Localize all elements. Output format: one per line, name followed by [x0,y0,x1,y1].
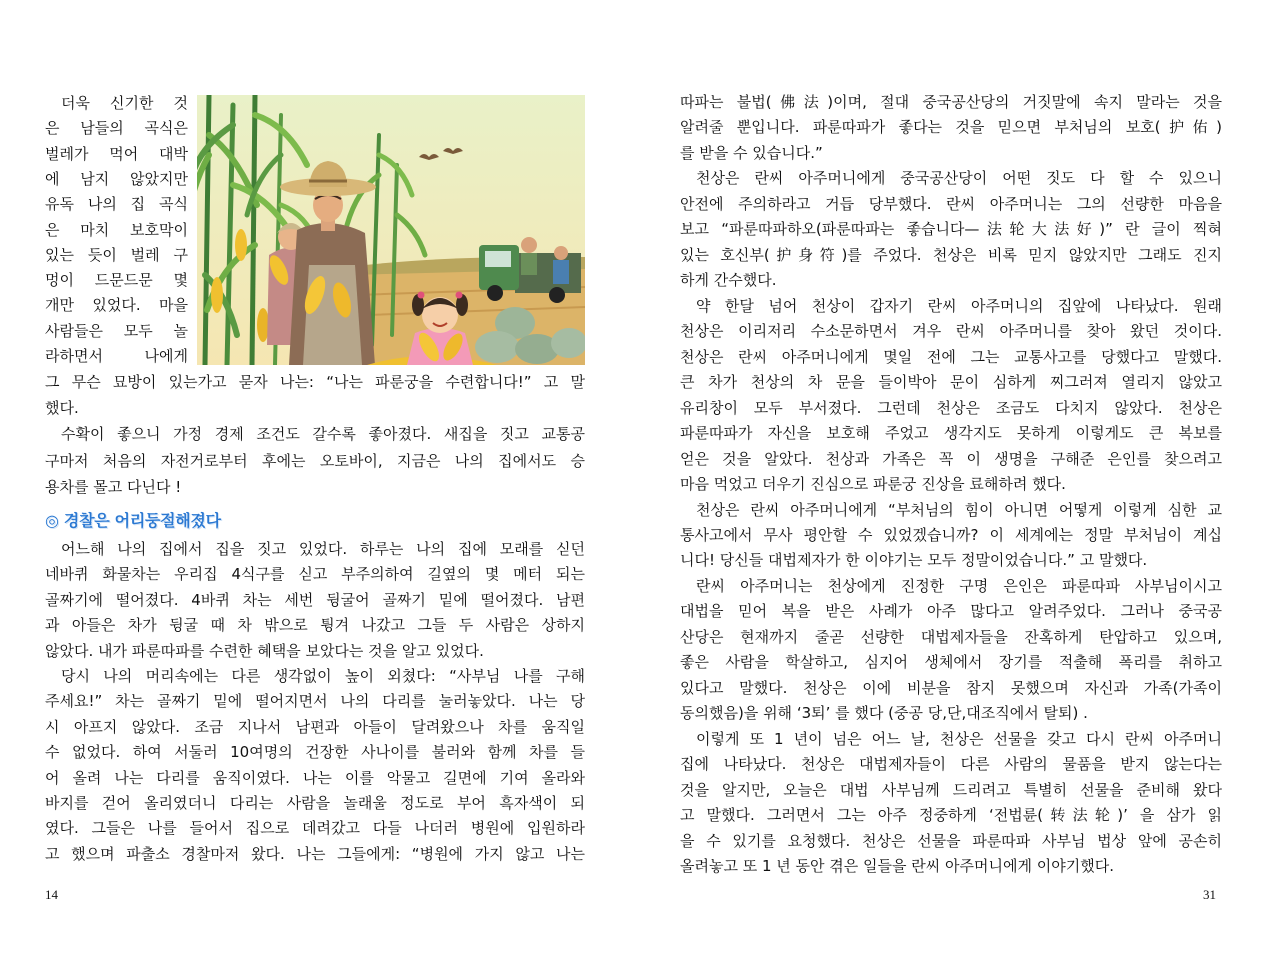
text-line: 유리창이 모두 부서졌다. 그런데 천상은 조금도 다치지 않았다. 천상은 [680,398,1222,417]
text-line: 멍이 드문드문 몇 [45,271,188,290]
text-line: 것을 알지만, 오늘은 대법 사부님께 드리려고 특별히 선물을 준비해 왔다 [680,780,1222,799]
text-line: 란씨 아주머니는 천상에게 진정한 구명 은인은 파룬따파 사부님이시고 [696,576,1222,595]
man-on-truck [521,237,537,275]
text-line: 보고 “파룬따파하오(파룬따파는 좋습니다—法轮大法好)” 란 글이 찍혀 [680,220,1222,239]
text-line: 더욱 신기한 것 [61,94,188,112]
text-line: 천상은 란씨 아주머니에게 중국공산당이 어떤 짓도 다 할 수 있으니 [696,169,1222,188]
text-line: 천상은 이리저리 수소문하면서 겨우 란씨 아주머니를 찾아 왔던 것이다. [680,322,1222,341]
text-line: 에 남지 않았지만 [45,169,188,188]
text-line: 천상은 란씨 아주머니에게 몇일 전에 그는 교통사고를 당했다고 말했다. [680,347,1222,366]
text-line: 니다! 당신들 대법제자가 한 이야기는 모두 정말이었습니다.” 고 말했다. [680,551,1148,570]
text-line: 라하면서 나에게 [45,347,188,365]
text-line: 였다. 그들은 나를 들어서 집으로 데려갔고 다들 나더러 병원에 입원하라 [45,819,585,838]
text-line: 골짜기에 떨어졌다. 4바퀴 차는 세번 뒹굴어 골짜기 밑에 떨어졌다. 남편 [45,590,585,609]
text-line: 그 무슨 묘방이 있는가고 묻자 나는: “나는 파룬궁을 수련합니다!” 고 말 [45,373,585,391]
text-line: 동의했음)을 위해 ‘3퇴’ 를 했다 (중공 당,단,대조직에서 탈퇴) . [680,704,1088,723]
text-line: 수 없었다. 하여 서둘러 10여명의 건장한 사나이를 불러와 함께 차를 들 [45,743,585,762]
text-line: 을 수 있기를 요청했다. 천상은 선물을 파룬따파 사부님 법상 앞에 공손히 [680,831,1222,850]
text-line: 따파는 불법(佛法)이며, 절대 중국공산당의 거짓말에 속지 말라는 것을 [680,93,1222,111]
text-line: 네바퀴 화물차는 우리집 4식구를 싣고 부주의하여 길옆의 몇 메터 되는 [45,565,585,584]
page-number-left: 14 [45,887,58,902]
text-line: 주세요!” 차는 골짜기 밑에 떨어지면서 나의 다리를 눌러놓았다. 나는 당 [45,692,585,711]
text-line: 당시 나의 머리속에는 다른 생각없이 높이 외쳤다: “사부님 나를 구해 [61,667,585,685]
text-line: 얻은 것을 알았다. 천상과 가족은 꼭 이 생명을 구해준 은인를 찾으려고 [680,449,1222,468]
corn-cob [211,277,223,313]
text-line: 있다고 말했다. 천상은 이에 비분을 참지 못했으며 자신과 가족(가족이 [680,678,1222,697]
text-line: 산당은 현재까지 줄곧 선량한 대법제자들을 잔혹하게 탄압하고 있으며, [680,627,1222,646]
text-line: 벌레가 먹어 대박 [45,144,188,163]
text-line: 파룬따파가 자신을 보호해 주었고 생각지도 못하게 이렇게도 큰 복보를 [680,424,1222,443]
text-line: 큰 차가 천상의 차 문을 들이박아 문이 심하게 찌그러져 열리지 않았고 [680,373,1222,392]
text-line: 고 했으며 파출소 경찰마저 왔다. 나는 그들에게: “병원에 가지 않고 나는 [45,844,585,863]
text-line: 사람들은 모두 놀 [45,321,188,340]
text-line: 통사고에서 무사 평안할 수 있었겠습니까? 이 세계에는 정말 부처님이 계십 [680,525,1222,544]
text-line: 어 올려 나는 다리를 움직이였다. 나는 이를 악물고 길면에 기여 올라와 [45,768,585,787]
text-line: 이렇게 또 1 년이 넘은 어느 날, 천상은 선물을 갖고 다시 란씨 아주머니 [696,729,1222,748]
text-line: 고 말했다. 그러면서 그는 아주 정중하게 ‘전법륜(转法轮)’ 을 삼가 읽 [680,806,1222,825]
text-line: 천상은 란씨 아주머니에게 “부처님의 힘이 아니면 어떻게 이렇게 심한 교 [696,500,1222,519]
right-page [632,0,1265,978]
text-line: 은 남들의 곡식은 [45,119,188,138]
text-line: 바지를 걷어 올리였더니 다리는 사람을 놀래울 정도로 부어 흑자색이 되 [45,794,585,812]
text-line: 약 한달 넘어 천상이 갑자기 란씨 아주머니의 집앞에 나타났다. 원래 [696,296,1222,315]
text-line: 시 아프지 않았다. 조금 지나서 남편과 아들이 달려왔으나 차를 움직일 [45,717,585,736]
page-number-right: 31 [1203,887,1216,902]
text-line: 있는 듯이 벌레 구 [45,245,188,264]
text-line: 용차를 몰고 다닌다 ! [45,477,182,496]
text-line: 알려줄 뿐입니다. 파룬따파가 좋다는 것을 믿으면 부처님의 보호(护佑) [680,118,1222,137]
text-line: 좋은 사람을 학살하고, 심지어 생체에서 장기를 적출해 폭리를 취하고 [680,653,1222,672]
text-line: 하게 간수했다. [680,271,777,290]
corn-cob [235,229,247,261]
text-line: 은 마치 보호막이 [45,220,188,239]
text-line: 를 받을 수 있습니다.” [680,143,823,162]
text-line: 수확이 좋으니 가정 경제 조건도 갈수록 좋아졌다. 새집을 짓고 교통공 [61,425,585,444]
left-page [0,0,632,978]
text-line: 개만 있었다. 마을 [45,296,188,315]
text-line: 있는 호신부(护身符)를 주었다. 천상은 비록 믿지 않았지만 그래도 진지 [680,245,1222,264]
text-line: 않았다. 내가 파룬따파를 수련한 혜택을 보았다는 것을 알고 있었다. [45,641,484,660]
text-line: 유독 나의 집 곡식 [45,195,188,214]
man-in-blue-shirt [553,246,569,284]
harvest-illustration [197,95,585,365]
text-line: 올려놓고 또 1 년 동안 겪은 일들을 란씨 아주머니에게 이야기했다. [680,857,1114,876]
text-line: 구마저 처음의 자전거로부터 후에는 오토바이, 지금은 나의 집에서도 승 [45,451,585,470]
text-line: 어느해 나의 집에서 집을 짓고 있었다. 하루는 나의 집에 모래를 싣던 [61,540,585,558]
section-heading: ◎ 경찰은 어리둥절해졌다 [45,511,221,530]
text-line: 했다. [45,399,79,418]
text-line: 집에 나타났다. 천상은 대법제자들이 다른 사람의 물품을 받지 않는다는 [680,755,1222,774]
text-line: 안전에 주의하라고 거듭 당부했다. 란씨 아주머니는 그의 선량한 마음을 [680,194,1222,213]
text-line: 마음 먹었고 더우기 진심으로 파룬궁 진상을 료해하려 했다. [680,475,1066,494]
text-line: 과 아들은 차가 뒹굴 때 차 밖으로 튕겨 나갔고 그들 두 사람은 상하지 [45,616,585,635]
text-line: 대법을 믿어 복을 받은 사례가 아주 많다고 알려주었다. 그러나 중국공 [680,602,1222,621]
